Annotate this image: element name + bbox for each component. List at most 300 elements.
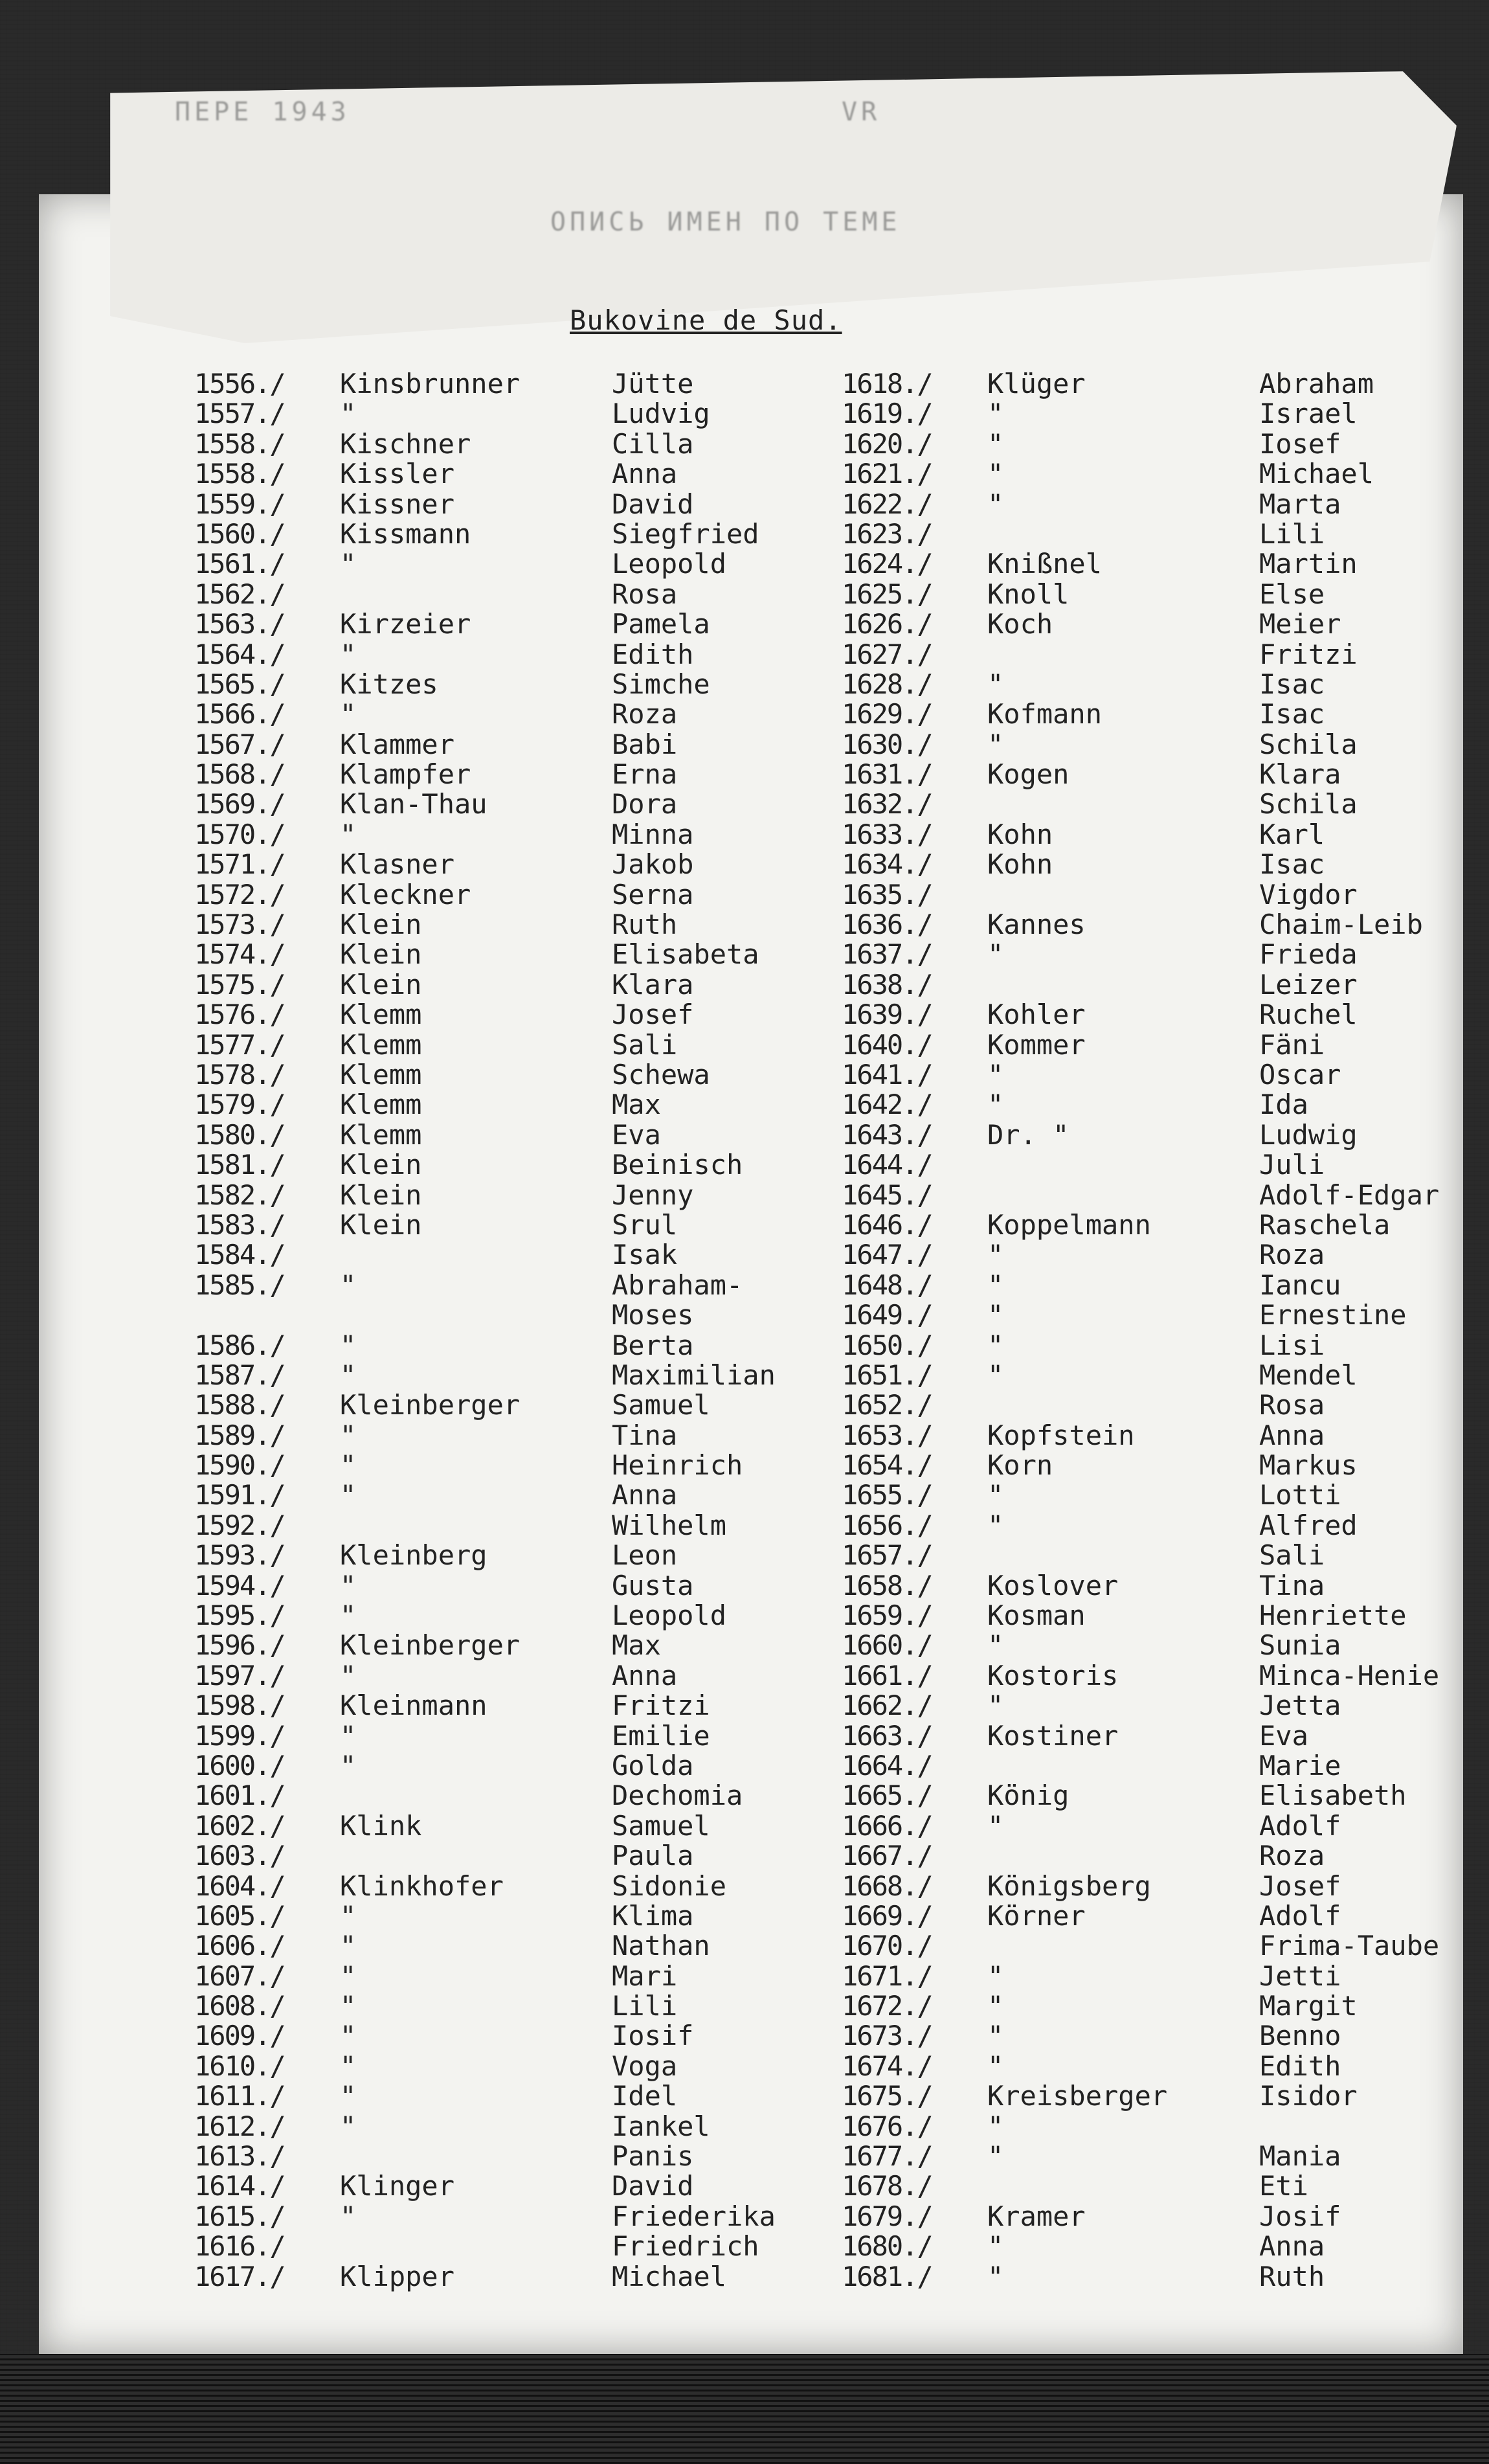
- entry-surname: ": [340, 398, 357, 430]
- entry-given-name: Josif: [1259, 2200, 1341, 2232]
- entry-given-name: Klara: [612, 968, 694, 1000]
- entry-surname: ": [340, 1930, 357, 1962]
- entry-given-name: Erna: [612, 758, 678, 791]
- entry-number: 1657./: [842, 1539, 932, 1572]
- entry-number: 1618./: [842, 368, 932, 400]
- entry-number: 1650./: [842, 1329, 932, 1361]
- entry-number: 1567./: [194, 728, 285, 760]
- entry-given-name: Isac: [1259, 698, 1325, 730]
- entry-number: 1642./: [842, 1089, 932, 1121]
- entry-surname: Königsberg: [987, 1870, 1151, 1902]
- entry-given-name: Schila: [1259, 788, 1358, 820]
- entry-surname: [340, 1240, 612, 1270]
- entry-surname: ": [987, 1089, 1004, 1121]
- entry-surname: ": [987, 1299, 1004, 1331]
- list-entry: [842, 429, 1489, 459]
- list-entry: [194, 970, 884, 1000]
- list-entry: [194, 1811, 884, 1841]
- list-entry: [194, 1210, 884, 1240]
- entry-surname: ": [340, 2020, 357, 2052]
- entry-number: 1612./: [194, 2110, 285, 2142]
- entry-number: 1600./: [194, 1749, 285, 1781]
- entry-surname: Kannes: [987, 909, 1086, 941]
- list-entry: [842, 1991, 1489, 2021]
- list-entry: [842, 1661, 1489, 1691]
- list-entry: [842, 549, 1489, 579]
- entry-surname: Korn: [987, 1449, 1053, 1482]
- list-entry: [842, 1931, 1489, 1961]
- entry-given-name: Heinrich: [612, 1449, 743, 1482]
- list-column-right: [842, 369, 1489, 2292]
- entry-number: 1678./: [842, 2170, 932, 2202]
- list-entry: [194, 1661, 884, 1691]
- entry-surname: [987, 1181, 1259, 1210]
- entry-given-name: Siegfried: [612, 517, 759, 550]
- entry-number: 1604./: [194, 1870, 285, 1902]
- entry-number: 1577./: [194, 1028, 285, 1061]
- entry-number: 1611./: [194, 2080, 285, 2112]
- entry-surname: Kofmann: [987, 698, 1103, 730]
- entry-surname: ": [340, 1899, 357, 1932]
- entry-surname: Klein: [340, 1179, 422, 1211]
- entry-number: 1630./: [842, 728, 932, 760]
- entry-given-name: Isak: [612, 1239, 678, 1271]
- list-entry: [194, 2171, 884, 2201]
- entry-given-name: Iosef: [1259, 427, 1341, 460]
- entry-surname: ": [987, 668, 1004, 700]
- entry-surname: Körner: [987, 1899, 1086, 1932]
- entry-number: 1572./: [194, 878, 285, 910]
- entry-number: 1605./: [194, 1899, 285, 1932]
- entry-number: 1571./: [194, 848, 285, 881]
- list-entry: [842, 1060, 1489, 1090]
- list-entry: [842, 1030, 1489, 1060]
- entry-given-name: Josef: [1259, 1870, 1341, 1902]
- entry-number: 1636./: [842, 909, 932, 941]
- entry-given-name: Beinisch: [612, 1149, 743, 1181]
- entry-number: 1625./: [842, 578, 932, 610]
- list-entry: [842, 580, 1489, 609]
- entry-given-name: Golda: [612, 1749, 694, 1781]
- entry-number: 1654./: [842, 1449, 932, 1482]
- entry-given-name: Mendel: [1259, 1359, 1358, 1391]
- list-entry: [842, 490, 1489, 519]
- list-entry: [194, 1361, 884, 1390]
- list-entry: [842, 1210, 1489, 1240]
- entry-number: 1568./: [194, 758, 285, 791]
- entry-given-name: Benno: [1259, 2020, 1341, 2052]
- entry-given-name: Roza: [612, 698, 678, 730]
- entry-given-name: Ruth: [612, 909, 678, 941]
- list-entry: [194, 1300, 884, 1330]
- entry-given-name: Klara: [1259, 758, 1341, 791]
- entry-surname: ": [987, 488, 1004, 520]
- entry-number: 1629./: [842, 698, 932, 730]
- entry-surname: ": [340, 1659, 357, 1691]
- list-entry: [842, 1841, 1489, 1871]
- list-entry: [842, 1120, 1489, 1150]
- list-entry: [194, 1991, 884, 2021]
- list-entry: [842, 1721, 1489, 1751]
- list-entry: [842, 1541, 1489, 1570]
- list-entry: [194, 1240, 884, 1270]
- entry-given-name: Voga: [612, 2050, 678, 2082]
- entry-given-name: Schewa: [612, 1058, 710, 1091]
- entry-given-name: Wilhelm: [612, 1509, 727, 1541]
- entry-surname: ": [987, 938, 1004, 971]
- list-entry: [842, 670, 1489, 699]
- list-entry: [194, 2051, 884, 2081]
- entry-surname: Klinger: [340, 2170, 455, 2202]
- list-entry: [842, 1811, 1489, 1841]
- entry-surname: [987, 1931, 1259, 1961]
- list-entry: [194, 1901, 884, 1931]
- entry-surname: [987, 880, 1259, 910]
- list-entry: [194, 1961, 884, 1991]
- entry-surname: ": [987, 2140, 1004, 2173]
- entry-given-name: [1259, 2112, 1489, 2142]
- entry-surname: ": [987, 1809, 1004, 1842]
- list-entry: [194, 2202, 884, 2232]
- list-entry: [842, 1691, 1489, 1721]
- list-entry: [842, 2112, 1489, 2142]
- list-entry: [842, 1000, 1489, 1030]
- entry-given-name: Leon: [612, 1539, 678, 1572]
- list-entry: [194, 1120, 884, 1150]
- entry-number: 1598./: [194, 1690, 285, 1722]
- list-entry: [842, 1631, 1489, 1660]
- list-entry: [842, 2171, 1489, 2201]
- list-entry: [842, 1181, 1489, 1210]
- entry-surname: Klan-Thau: [340, 788, 487, 820]
- entry-surname: [340, 2232, 612, 2261]
- entry-given-name: Friedrich: [612, 2230, 759, 2263]
- entry-number: 1566./: [194, 698, 285, 730]
- entry-surname: ": [340, 1359, 357, 1391]
- faded-header-right: VR: [842, 97, 881, 127]
- entry-given-name: Minca-Henie: [1259, 1659, 1440, 1691]
- entry-number: 1668./: [842, 1870, 932, 1902]
- entry-surname: ": [987, 728, 1004, 760]
- list-entry: [194, 1390, 884, 1420]
- list-entry: [842, 1090, 1489, 1120]
- entry-number: 1615./: [194, 2200, 285, 2232]
- entry-number: 1561./: [194, 548, 285, 580]
- entry-surname: ": [340, 1269, 357, 1301]
- entry-surname: Kogen: [987, 758, 1069, 791]
- entry-surname: Klein: [340, 1208, 422, 1241]
- entry-surname: ": [987, 458, 1004, 490]
- entry-given-name: Srul: [612, 1208, 678, 1241]
- list-entry: [194, 2262, 884, 2292]
- entry-given-name: Elisabeta: [612, 938, 759, 971]
- entry-number: 1622./: [842, 488, 932, 520]
- entry-number: 1610./: [194, 2050, 285, 2082]
- entry-surname: Knoll: [987, 578, 1069, 610]
- entry-number: 1583./: [194, 1208, 285, 1241]
- list-entry: [194, 399, 884, 429]
- entry-number: 1617./: [194, 2260, 285, 2292]
- entry-surname: Klein: [340, 968, 422, 1000]
- entry-given-name: Gusta: [612, 1569, 694, 1601]
- entry-number: 1608./: [194, 1990, 285, 2022]
- entry-number: 1580./: [194, 1118, 285, 1151]
- entry-number: 1576./: [194, 999, 285, 1031]
- entry-surname: Kischner: [340, 427, 471, 460]
- entry-given-name: Leizer: [1259, 968, 1358, 1000]
- entry-surname: ": [987, 2110, 1004, 2142]
- entry-number: 1582./: [194, 1179, 285, 1211]
- entry-number: 1671./: [842, 1960, 932, 1992]
- entry-number: 1588./: [194, 1389, 285, 1421]
- entry-number: 1677./: [842, 2140, 932, 2173]
- entry-given-name: Rosa: [1259, 1389, 1325, 1421]
- entry-given-name: Michael: [1259, 458, 1374, 490]
- entry-number: 1616./: [194, 2230, 285, 2263]
- entry-number: 1584./: [194, 1239, 285, 1271]
- list-entry: [194, 2081, 884, 2111]
- entry-given-name: Ludwig: [1259, 1118, 1358, 1151]
- list-entry: [194, 880, 884, 910]
- entry-surname: [987, 1541, 1259, 1570]
- entry-given-name: Sali: [1259, 1539, 1325, 1572]
- entry-surname: [987, 640, 1259, 670]
- entry-given-name: Jakob: [612, 848, 694, 881]
- entry-given-name: Eva: [612, 1118, 661, 1151]
- list-entry: [194, 1511, 884, 1541]
- entry-number: 1681./: [842, 2260, 932, 2292]
- entry-given-name: Anna: [1259, 2230, 1325, 2263]
- entry-number: 1641./: [842, 1058, 932, 1091]
- list-entry: [842, 1781, 1489, 1811]
- entry-given-name: Eti: [1259, 2170, 1308, 2202]
- list-entry: [194, 519, 884, 549]
- entry-given-name: Anna: [612, 1659, 678, 1691]
- entry-given-name: Markus: [1259, 1449, 1358, 1482]
- entry-given-name: Anna: [612, 1479, 678, 1511]
- entry-number: [194, 1300, 340, 1330]
- list-entry: [194, 1421, 884, 1451]
- list-entry: [194, 1541, 884, 1570]
- entry-number: 1661./: [842, 1659, 932, 1691]
- entry-given-name: Nathan: [612, 1930, 710, 1962]
- entry-given-name: Babi: [612, 728, 678, 760]
- entry-given-name: Margit: [1259, 1990, 1358, 2022]
- entry-surname: ": [340, 1749, 357, 1781]
- entry-surname: Klein: [340, 1149, 422, 1181]
- faded-header-left: ПЕРЕ 1943: [175, 97, 350, 127]
- entry-given-name: Max: [612, 1629, 661, 1662]
- entry-surname: [340, 1511, 612, 1541]
- entry-given-name: Henriette: [1259, 1599, 1407, 1632]
- entry-given-name: Edith: [1259, 2050, 1341, 2082]
- entry-number: 1575./: [194, 968, 285, 1000]
- entry-given-name: Lisi: [1259, 1329, 1325, 1361]
- list-entry: [842, 730, 1489, 760]
- entry-given-name: Paula: [612, 1840, 694, 1872]
- list-entry: [194, 549, 884, 579]
- entry-surname: Kleinberger: [340, 1629, 521, 1662]
- entry-given-name: Lili: [1259, 517, 1325, 550]
- entry-surname: Kostoris: [987, 1659, 1119, 1691]
- entry-surname: Kleckner: [340, 878, 471, 910]
- list-entry: [842, 820, 1489, 850]
- list-entry: [842, 1150, 1489, 1180]
- entry-number: 1564./: [194, 638, 285, 670]
- entry-given-name: Jütte: [612, 368, 694, 400]
- entry-surname: [987, 1150, 1259, 1180]
- list-entry: [194, 459, 884, 489]
- entry-surname: Koslover: [987, 1569, 1119, 1601]
- scan-bottom-edge: [0, 2354, 1489, 2464]
- entry-surname: Kreisberger: [987, 2080, 1168, 2112]
- entry-surname: Klüger: [987, 368, 1086, 400]
- list-entry: [842, 1240, 1489, 1270]
- entry-given-name: Jenny: [612, 1179, 694, 1211]
- entry-surname: Kleinberg: [340, 1539, 487, 1572]
- entry-number: 1597./: [194, 1659, 285, 1691]
- entry-given-name: Serna: [612, 878, 694, 910]
- entry-given-name: Adolf-Edgar: [1259, 1179, 1440, 1211]
- list-entry: [194, 1000, 884, 1030]
- entry-surname: ": [340, 698, 357, 730]
- list-entry: [194, 940, 884, 969]
- entry-number: 1621./: [842, 458, 932, 490]
- entry-surname: [340, 1841, 612, 1871]
- entry-number: 1560./: [194, 517, 285, 550]
- entry-number: 1603./: [194, 1840, 285, 1872]
- entry-number: 1558./: [194, 458, 285, 490]
- entry-number: 1570./: [194, 818, 285, 850]
- list-entry: [194, 1631, 884, 1660]
- entry-number: 1638./: [842, 968, 932, 1000]
- entry-number: 1651./: [842, 1359, 932, 1391]
- list-entry: [194, 2112, 884, 2142]
- entry-surname: [987, 970, 1259, 1000]
- entry-given-name: Iosif: [612, 2020, 694, 2052]
- list-entry: [842, 1601, 1489, 1631]
- list-entry: [194, 1871, 884, 1901]
- entry-number: 1559./: [194, 488, 285, 520]
- list-entry: [194, 1691, 884, 1721]
- entry-number: 1585./: [194, 1269, 285, 1301]
- entry-surname: ": [340, 2080, 357, 2112]
- entry-given-name: Moses: [612, 1299, 694, 1331]
- list-entry: [194, 820, 884, 850]
- entry-given-name: Jetti: [1259, 1960, 1341, 1992]
- list-entry: [194, 730, 884, 760]
- entry-given-name: Max: [612, 1089, 661, 1121]
- entry-surname: [987, 2171, 1259, 2201]
- entry-surname: Klampfer: [340, 758, 471, 791]
- entry-surname: Klammer: [340, 728, 455, 760]
- entry-number: 1648./: [842, 1269, 932, 1301]
- entry-surname: Koppelmann: [987, 1208, 1151, 1241]
- entry-surname: ": [987, 2230, 1004, 2263]
- entry-surname: ": [340, 2050, 357, 2082]
- entry-number: 1557./: [194, 398, 285, 430]
- entry-given-name: Juli: [1259, 1149, 1325, 1181]
- entry-surname: ": [987, 1960, 1004, 1992]
- entry-number: 1586./: [194, 1329, 285, 1361]
- entry-given-name: Mari: [612, 1960, 678, 1992]
- list-entry: [842, 970, 1489, 1000]
- entry-surname: ": [340, 638, 357, 670]
- entry-given-name: Ludvig: [612, 398, 710, 430]
- entry-surname: Kinsbrunner: [340, 368, 521, 400]
- list-entry: [842, 2262, 1489, 2292]
- list-entry: [842, 699, 1489, 729]
- list-entry: [194, 1150, 884, 1180]
- entry-surname: König: [987, 1780, 1069, 1812]
- entry-given-name: Frieda: [1259, 938, 1358, 971]
- list-entry: [194, 640, 884, 670]
- entry-given-name: Martin: [1259, 548, 1358, 580]
- entry-number: 1674./: [842, 2050, 932, 2082]
- entry-surname: Kohn: [987, 848, 1053, 881]
- entry-given-name: Samuel: [612, 1809, 710, 1842]
- entry-number: 1596./: [194, 1629, 285, 1662]
- entry-given-name: Tina: [1259, 1569, 1325, 1601]
- list-entry: [194, 1090, 884, 1120]
- entry-given-name: Leopold: [612, 548, 727, 580]
- list-entry: [842, 880, 1489, 910]
- entry-number: 1660./: [842, 1629, 932, 1662]
- entry-given-name: Isac: [1259, 668, 1325, 700]
- entry-given-name: Else: [1259, 578, 1325, 610]
- entry-surname: Klemm: [340, 1089, 422, 1121]
- entry-number: 1637./: [842, 938, 932, 971]
- list-entry: [842, 369, 1489, 399]
- list-entry: [842, 1451, 1489, 1480]
- list-entry: [194, 2232, 884, 2261]
- entry-given-name: Simche: [612, 668, 710, 700]
- entry-given-name: Adolf: [1259, 1809, 1341, 1842]
- entry-surname: Klasner: [340, 848, 455, 881]
- entry-surname: Klemm: [340, 999, 422, 1031]
- entry-surname: ": [987, 1629, 1004, 1662]
- entry-surname: ": [987, 1058, 1004, 1091]
- entry-given-name: Berta: [612, 1329, 694, 1361]
- entry-number: 1643./: [842, 1118, 932, 1151]
- entry-surname: Klemm: [340, 1028, 422, 1061]
- list-entry: [194, 670, 884, 699]
- entry-given-name: Jetta: [1259, 1690, 1341, 1722]
- entry-given-name: Iankel: [612, 2110, 710, 2142]
- list-entry: [194, 1571, 884, 1601]
- entry-number: 1595./: [194, 1599, 285, 1632]
- entry-surname: [987, 789, 1259, 819]
- entry-surname: ": [987, 1509, 1004, 1541]
- entry-number: 1656./: [842, 1509, 932, 1541]
- entry-given-name: Minna: [612, 818, 694, 850]
- entry-number: 1644./: [842, 1149, 932, 1181]
- list-entry: [194, 2021, 884, 2051]
- entry-surname: [987, 519, 1259, 549]
- entry-surname: Dr. ": [987, 1118, 1069, 1151]
- list-entry: [194, 760, 884, 789]
- list-entry: [194, 580, 884, 609]
- entry-given-name: Sidonie: [612, 1870, 727, 1902]
- list-entry: [194, 2142, 884, 2171]
- entry-number: 1573./: [194, 909, 285, 941]
- entry-number: 1628./: [842, 668, 932, 700]
- entry-surname: ": [987, 2260, 1004, 2292]
- entry-number: 1556./: [194, 368, 285, 400]
- entry-number: 1632./: [842, 788, 932, 820]
- entry-number: 1590./: [194, 1449, 285, 1482]
- entry-given-name: Vigdor: [1259, 878, 1358, 910]
